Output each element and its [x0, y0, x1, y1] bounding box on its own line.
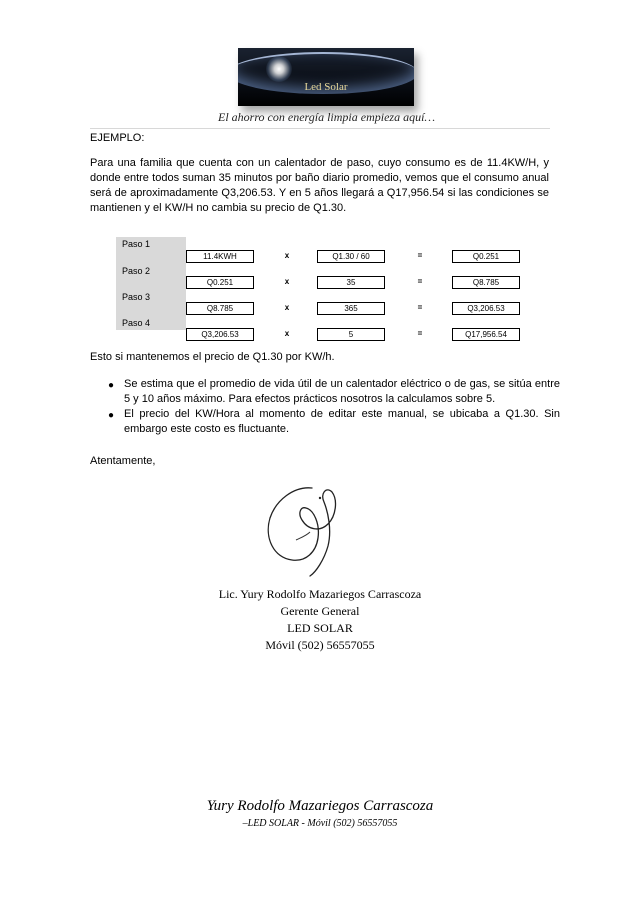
example-paragraph: Para una familia que cuenta con un calentador de paso, cuyo consumo es de 11.4KW/H, y donde entre todos suman 35 minutos por baño diario promedio, vemos que el consumo anual será de aproximadamente Q3,206.53. Y en 5 años llegará a Q17,956.54 si las condiciones se mantienen y el KW/H no cambia su precio de Q1.30.: [90, 157, 549, 214]
equals-sign: =: [417, 329, 423, 338]
step-label-bg: [116, 290, 186, 304]
after-table-note: Esto si mantenemos el precio de Q1.30 por KW/h.: [90, 351, 335, 363]
logo-text: Led Solar: [304, 81, 348, 93]
step-label: Paso 3: [122, 292, 151, 302]
multiply-sign: x: [284, 277, 290, 286]
step-label: Paso 4: [122, 318, 151, 328]
step-operand-a: Q3,206.53: [186, 328, 254, 341]
signer-name: Lic. Yury Rodolfo Mazariegos Carrascoza: [218, 587, 422, 601]
bullet-dot: ●: [108, 380, 115, 391]
signer-title: Gerente General: [280, 604, 360, 618]
step-spacer: [116, 277, 186, 291]
step-label-bg: [116, 237, 186, 251]
equals-sign: =: [417, 251, 423, 260]
signer-phone: Móvil (502) 56557055: [265, 638, 375, 652]
step-result: Q0.251: [452, 250, 520, 263]
signature-block: [180, 586, 460, 654]
step-operand-a: Q8.785: [186, 302, 254, 315]
multiply-sign: x: [284, 329, 290, 338]
footer-subline: –LED SOLAR - Móvil (502) 56557055: [242, 818, 398, 829]
company-logo: [238, 48, 414, 106]
footer-name: Yury Rodolfo Mazariegos Carrascoza: [206, 798, 434, 814]
bullet-dot: ●: [108, 410, 115, 421]
step-spacer: [116, 251, 186, 265]
equals-sign: =: [417, 277, 423, 286]
step-operand-b: 5: [317, 328, 385, 341]
multiply-sign: x: [284, 251, 290, 260]
step-result: Q17,956.54: [452, 328, 520, 341]
step-operand-b: 365: [317, 302, 385, 315]
step-operand-a: Q0.251: [186, 276, 254, 289]
equals-sign: =: [417, 303, 423, 312]
example-heading: EJEMPLO:: [90, 132, 145, 144]
step-label: Paso 1: [122, 239, 151, 249]
step-result: Q8.785: [452, 276, 520, 289]
bullet-item: El precio del KW/Hora al momento de editar este manual, se ubicaba a Q1.30. Sin embargo este costo es fluctuante.: [124, 408, 560, 435]
step-label-bg: [116, 264, 186, 278]
bullet-item: Se estima que el promedio de vida útil de un calentador eléctrico o de gas, se sitúa entre 5 y 10 años máximo. Para efectos prácticos nosotros la calculamos sobre 5.: [124, 378, 560, 405]
step-operand-b: Q1.30 / 60: [317, 250, 385, 263]
slogan: El ahorro con energía limpia empieza aquí…: [218, 110, 436, 124]
company-name: LED SOLAR: [287, 621, 353, 635]
handwritten-signature: [254, 480, 364, 580]
step-operand-a: 11.4KWH: [186, 250, 254, 263]
multiply-sign: x: [284, 303, 290, 312]
step-result: Q3,206.53: [452, 302, 520, 315]
header-divider: [90, 128, 550, 129]
step-label: Paso 2: [122, 266, 151, 276]
step-label-bg: [116, 316, 186, 330]
step-spacer: [116, 303, 186, 317]
closing-salutation: Atentamente,: [90, 455, 156, 467]
step-operand-b: 35: [317, 276, 385, 289]
sun-flare-graphic: [266, 56, 292, 82]
